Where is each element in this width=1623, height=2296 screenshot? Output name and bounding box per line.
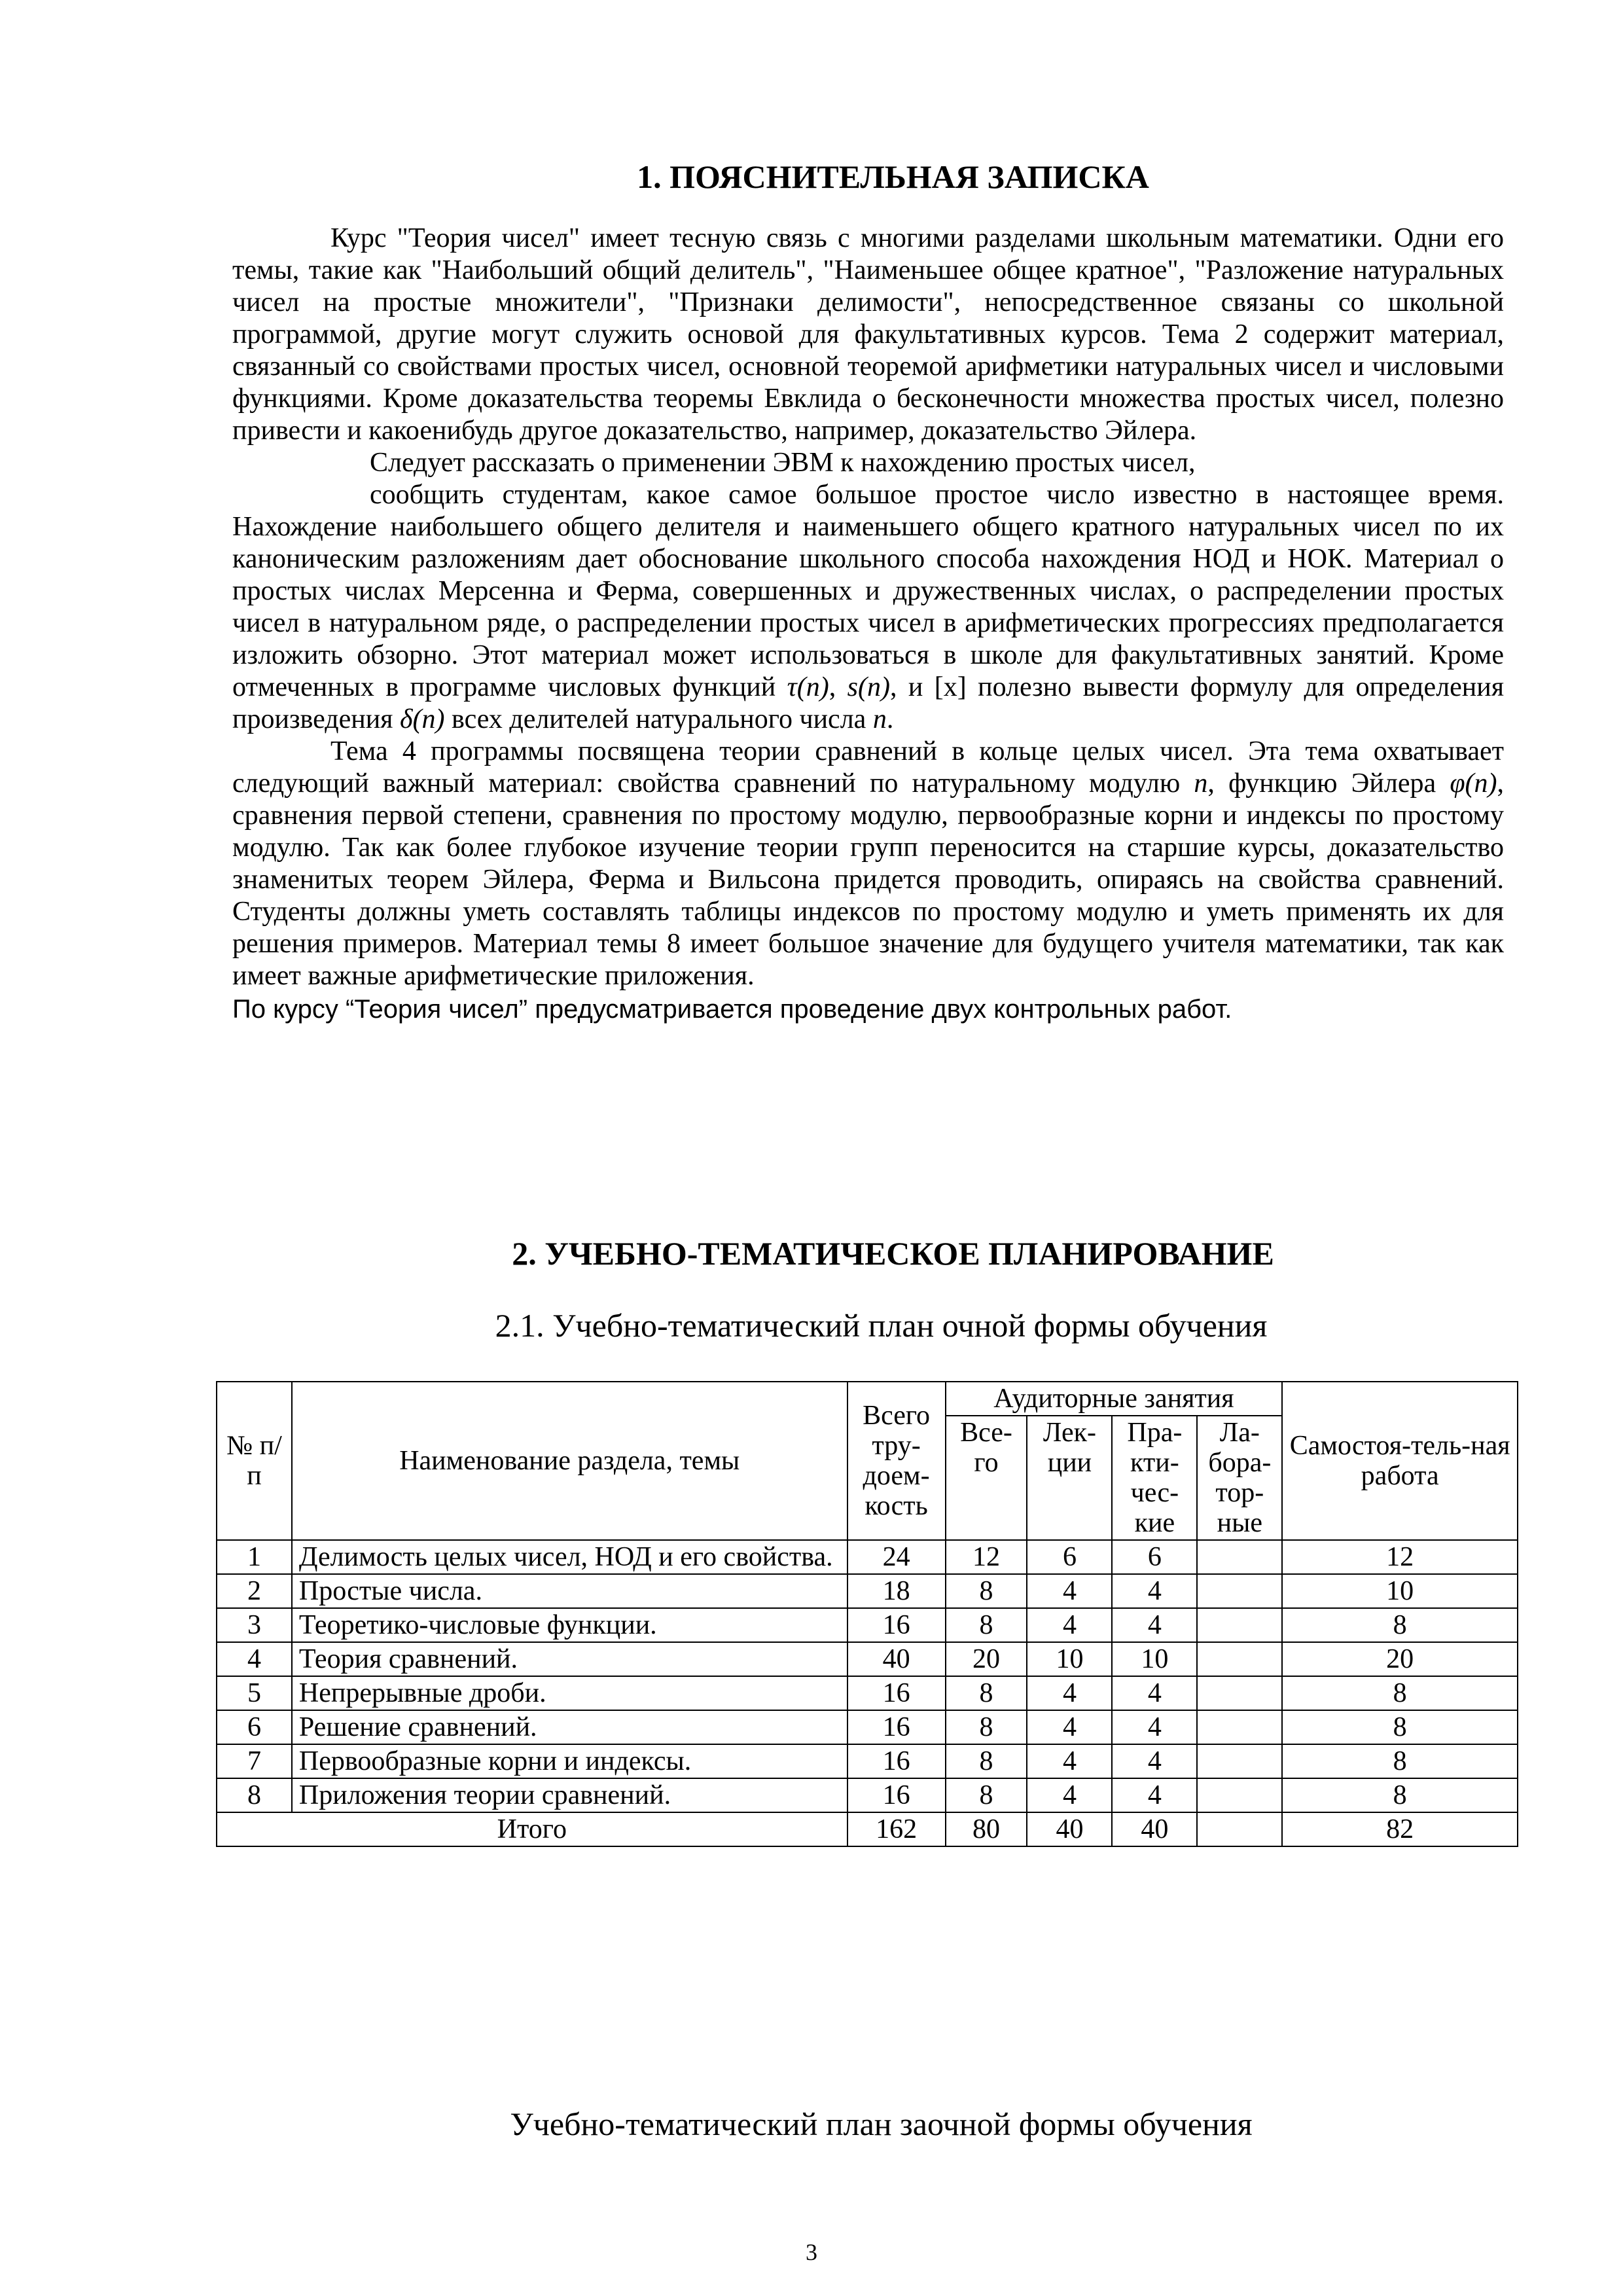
table-row	[217, 1744, 1518, 1778]
paragraph-3-end: всех делителей натурального числа	[452, 704, 866, 734]
header-lectures: Лек-ции	[1027, 1416, 1112, 1540]
cell-lab	[1197, 1744, 1282, 1778]
cell-total: 16	[847, 1676, 946, 1710]
cell-lab	[1197, 1540, 1282, 1574]
cell-lec: 4	[1027, 1710, 1112, 1744]
cell-total: 18	[847, 1574, 946, 1608]
paragraph-1: Курс "Теория чисел" имеет тесную связь с многими разделами школьным математики. Одни его темы, такие как "Наибольший общий делитель", "Наименьшее общее кратное", "Разложение натуральных чисел на простые множители", "Признаки делимости", непосредственное связаны со школьной программой, другие могут служить основой для факультативных курсов. Тема 2 содержит материал, связанный со свойствами простых чисел, основной теоремой арифметики натуральных чисел и числовыми функциями. Кроме доказательства теоремы Евклида о бесконечности множества простых чисел, полезно привести и какоенибудь другое доказательство, например, доказательство Эйлера.	[232, 223, 1504, 446]
header-self: Самостоя-тель-ная работа	[1282, 1382, 1518, 1540]
cell-lab	[1197, 1574, 1282, 1608]
total-total: 162	[847, 1812, 946, 1846]
cell-self: 10	[1282, 1574, 1518, 1608]
cell-total: 40	[847, 1642, 946, 1676]
paragraph-3-mid: , и [x] полезно вывести формулу для определения произведения	[232, 672, 1505, 734]
cell-self: 8	[1282, 1676, 1518, 1710]
math-tau: τ(n)	[787, 672, 829, 702]
cell-self: 12	[1282, 1540, 1518, 1574]
math-delta: δ(n)	[400, 704, 445, 734]
header-total: Всего тру-доем-кость	[847, 1382, 946, 1540]
table-total-row	[217, 1812, 1518, 1846]
paragraph-4-b: , функцию Эйлера	[1207, 768, 1436, 798]
header-practice: Пра-кти-чес-кие	[1112, 1416, 1197, 1540]
cell-num: 5	[217, 1676, 292, 1710]
paragraph-4	[232, 736, 1504, 992]
total-lec: 40	[1027, 1812, 1112, 1846]
cell-aud: 8	[946, 1676, 1027, 1710]
cell-lec: 6	[1027, 1540, 1112, 1574]
cell-lec: 10	[1027, 1642, 1112, 1676]
cell-self: 8	[1282, 1710, 1518, 1744]
math-phi: φ(n)	[1450, 768, 1497, 798]
cell-num: 8	[217, 1778, 292, 1812]
cell-self: 8	[1282, 1608, 1518, 1642]
cell-total: 16	[847, 1710, 946, 1744]
cell-lab	[1197, 1642, 1282, 1676]
cell-total: 16	[847, 1744, 946, 1778]
cell-total: 24	[847, 1540, 946, 1574]
cell-lec: 4	[1027, 1744, 1112, 1778]
cell-prac: 4	[1112, 1710, 1197, 1744]
paragraph-2: Следует рассказать о применении ЭВМ к нахождению простых чисел,	[370, 448, 1196, 478]
math-s: s(n)	[847, 672, 890, 702]
table-row	[217, 1676, 1518, 1710]
cell-self: 20	[1282, 1642, 1518, 1676]
cell-lab	[1197, 1676, 1282, 1710]
table-row	[217, 1778, 1518, 1812]
page-number: 3	[806, 2239, 817, 2265]
table-row	[217, 1574, 1518, 1608]
cell-aud: 8	[946, 1608, 1027, 1642]
cell-self: 8	[1282, 1744, 1518, 1778]
cell-name: Делимость целых чисел, НОД и его свойства.	[292, 1540, 847, 1574]
explanatory-note-body	[232, 223, 1504, 1026]
total-label: Итого	[217, 1812, 847, 1846]
cell-aud: 8	[946, 1710, 1027, 1744]
cell-num: 4	[217, 1642, 292, 1676]
header-name: Наименование раздела, темы	[292, 1382, 847, 1540]
cell-aud: 20	[946, 1642, 1027, 1676]
total-self: 82	[1282, 1812, 1518, 1846]
header-auditory: Аудиторные занятия	[946, 1382, 1283, 1416]
cell-prac: 4	[1112, 1778, 1197, 1812]
cell-lab	[1197, 1778, 1282, 1812]
cell-num: 6	[217, 1710, 292, 1744]
table-row	[217, 1710, 1518, 1744]
cell-lec: 4	[1027, 1778, 1112, 1812]
cell-name: Первообразные корни и индексы.	[292, 1744, 847, 1778]
fulltime-plan-title: 2.1. Учебно-тематический план очной формы обучения	[495, 1307, 1268, 1344]
cell-num: 7	[217, 1744, 292, 1778]
table-row	[217, 1642, 1518, 1676]
parttime-plan-title: Учебно-тематический план заочной формы обучения	[510, 2106, 1253, 2142]
table-row	[217, 1608, 1518, 1642]
cell-name: Простые числа.	[292, 1574, 847, 1608]
cell-total: 16	[847, 1608, 946, 1642]
cell-prac: 4	[1112, 1608, 1197, 1642]
math-n: n	[872, 704, 887, 734]
cell-name: Приложения теории сравнений.	[292, 1778, 847, 1812]
cell-name: Решение сравнений.	[292, 1710, 847, 1744]
paragraph-5: По курсу “Теория чисел” предусматривается проведение двух контрольных работ.	[232, 995, 1232, 1024]
cell-prac: 6	[1112, 1540, 1197, 1574]
paragraph-3: сообщить студентам, какое самое большое простое число известно в настоящее время. Нахождение наибольшего общего делителя и наименьшего общего кратного натуральных чисел по их каноническим разложениям дает обоснование школьного способа нахождения НОД и НОК. Материал о простых числах Мерсенна и Ферма, совершенных и дружественных числах, о распределении простых чисел в натуральном ряде, о распределении простых чисел в арифметических прогрессиях предполагается изложить обзорно. Этот материал может использоваться в школе для факультативных занятий. Кроме отмеченных в программе числовых функций τ(n), s(n), и [x] полезно вывести формулу для определения произведения δ(n) всех делителей натурального числа n.	[232, 480, 1505, 734]
cell-prac: 4	[1112, 1574, 1197, 1608]
cell-lec: 4	[1027, 1608, 1112, 1642]
section-1-title: 1. ПОЯСНИТЕЛЬНАЯ ЗАПИСКА	[637, 158, 1149, 195]
header-num: № п/п	[217, 1382, 292, 1540]
section-2-title: 2. УЧЕБНО-ТЕМАТИЧЕСКОЕ ПЛАНИРОВАНИЕ	[512, 1235, 1274, 1272]
total-lab	[1197, 1812, 1282, 1846]
cell-self: 8	[1282, 1778, 1518, 1812]
cell-aud: 8	[946, 1574, 1027, 1608]
cell-lec: 4	[1027, 1676, 1112, 1710]
cell-aud: 8	[946, 1744, 1027, 1778]
cell-total: 16	[847, 1778, 946, 1812]
cell-name: Теория сравнений.	[292, 1642, 847, 1676]
cell-prac: 4	[1112, 1744, 1197, 1778]
cell-aud: 12	[946, 1540, 1027, 1574]
cell-prac: 10	[1112, 1642, 1197, 1676]
table-header-row-1	[217, 1382, 1518, 1416]
header-labs: Ла-бора-тор-ные	[1197, 1416, 1282, 1540]
total-prac: 40	[1112, 1812, 1197, 1846]
table-row	[217, 1540, 1518, 1574]
paragraph-4-text: Тема 4 программы посвящена теории сравнений в кольце целых чисел. Эта тема охватывает следующий важный материал: свойства сравнений по натуральному модулю	[232, 736, 1504, 798]
cell-num: 3	[217, 1608, 292, 1642]
header-aud-total: Все-го	[946, 1416, 1027, 1540]
cell-aud: 8	[946, 1778, 1027, 1812]
cell-lab	[1197, 1608, 1282, 1642]
cell-num: 1	[217, 1540, 292, 1574]
cell-name: Непрерывные дроби.	[292, 1676, 847, 1710]
cell-lab	[1197, 1710, 1282, 1744]
cell-name: Теоретико-числовые функции.	[292, 1608, 847, 1642]
paragraph-3-text: сообщить студентам, какое самое большое простое число известно в настоящее время. Нахождение наибольшего общего делителя и наименьшего общего кратного натуральных чисел по их каноническим разложениям дает обоснование школьного способа нахождения НОД и НОК. Материал о простых числах Мерсенна и Ферма, совершенных и дружественных числах, о распределении простых чисел в натуральном ряде, о распределении простых чисел в арифметических прогрессиях предполагается изложить обзорно. Этот материал может использоваться в школе для факультативных занятий. Кроме отмеченных в программе числовых функций	[232, 480, 1504, 702]
cell-prac: 4	[1112, 1676, 1197, 1710]
paragraph-4-c: , сравнения первой степени, сравнения по простому модулю, первообразные корни и индексы по простому модулю. Так как более глубокое изучение теории групп переносится на старшие курсы, доказательство знаменитых теорем Эйлера, Ферма и Вильсона придется проводить, опираясь на свойства сравнений. Студенты должны уметь составлять таблицы индексов по простому модулю и уметь применять их для решения примеров. Материал темы 8 имеет большое значение для будущего учителя математики, так как имеет важные арифметические приложения.	[232, 768, 1505, 991]
study-plan-table	[216, 1381, 1518, 1847]
cell-num: 2	[217, 1574, 292, 1608]
total-aud: 80	[946, 1812, 1027, 1846]
cell-lec: 4	[1027, 1574, 1112, 1608]
math-n-modulus: n	[1194, 768, 1208, 798]
